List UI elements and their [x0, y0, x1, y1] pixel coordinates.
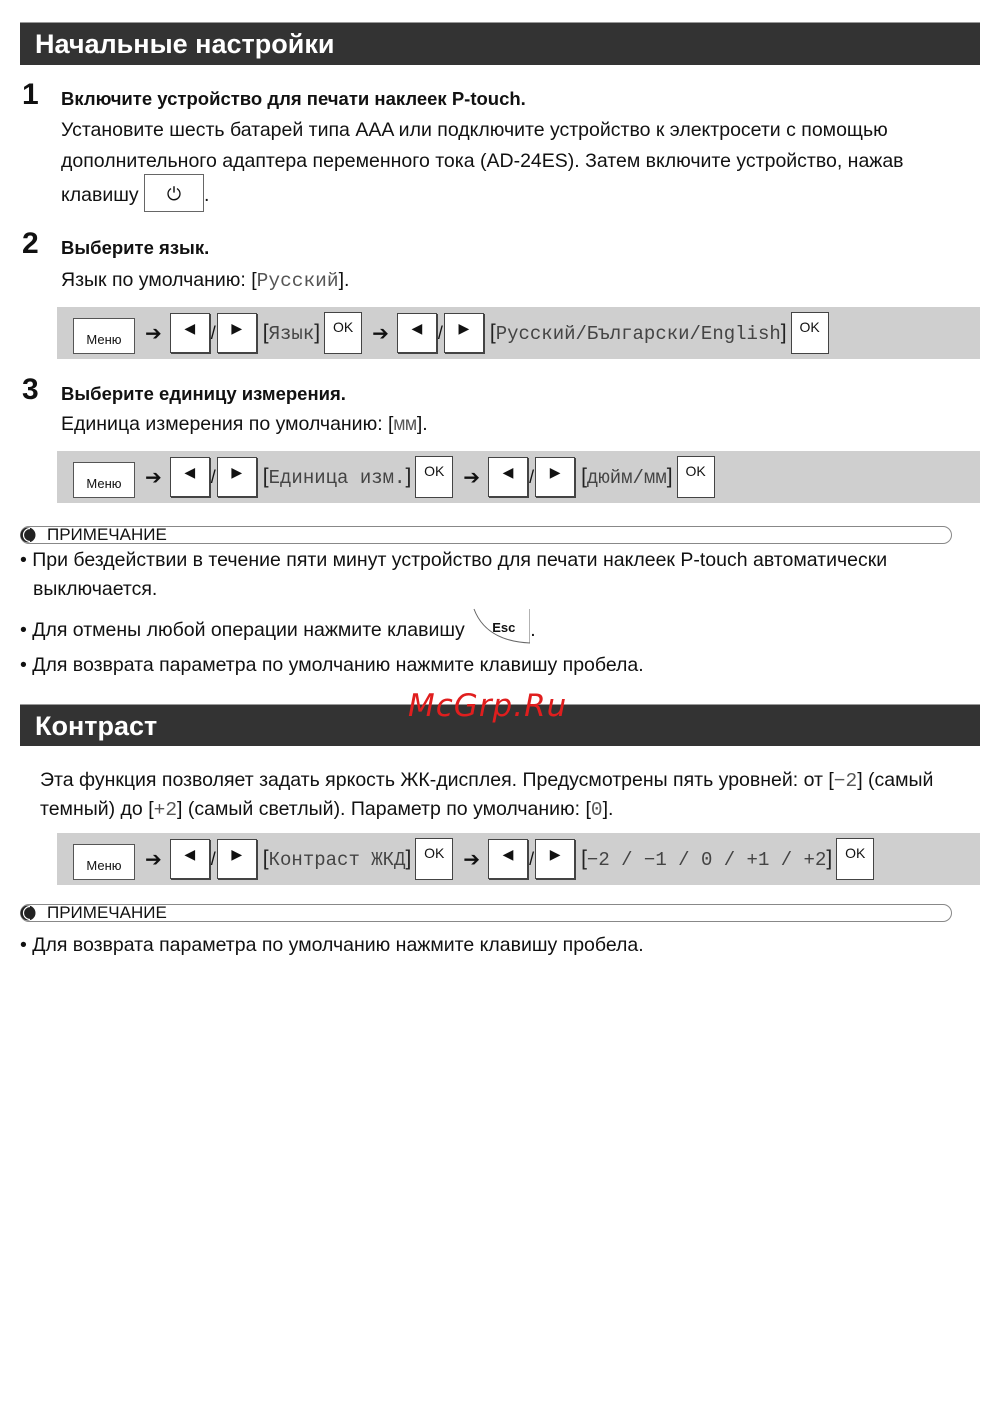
- default-language-value: Русский: [256, 270, 339, 292]
- right-key[interactable]: [444, 313, 484, 353]
- step-1-line-2: дополнительного адаптера переменного тока (AD-24ES). Затем включите устройство, нажав: [61, 150, 904, 172]
- language-key-sequence: [57, 307, 980, 359]
- contrast-description: [40, 766, 990, 824]
- ok-key[interactable]: OK: [836, 838, 874, 880]
- section-title-initial-settings: Начальные настройки: [20, 22, 980, 65]
- note-item-1: [20, 546, 960, 604]
- right-key[interactable]: [217, 457, 257, 497]
- step-2-number: 2: [22, 227, 39, 260]
- note-item-3: • Для возврата параметра по умолчанию нажмите клавишу пробела.: [20, 654, 644, 676]
- step-1-number: 1: [22, 78, 39, 111]
- unit-key-sequence: [57, 451, 980, 503]
- left-triangle-icon: ◀: [184, 320, 196, 336]
- right-triangle-icon: ▶: [231, 846, 243, 862]
- left-triangle-icon: ◀: [411, 320, 423, 336]
- period: .: [204, 184, 210, 207]
- note-header: [20, 904, 952, 922]
- step-3-title: Выберите единицу измерения.: [61, 383, 346, 404]
- note-header: [20, 526, 952, 544]
- arrow-right-icon: ➔: [145, 848, 162, 871]
- esc-key-label: Esc: [492, 620, 516, 635]
- note-label: ПРИМЕЧАНИЕ: [47, 903, 167, 922]
- left-key[interactable]: [397, 313, 437, 353]
- step-2-title: Выберите язык.: [61, 237, 210, 258]
- slash: /: [210, 322, 216, 343]
- slash: /: [210, 848, 216, 869]
- ok-key[interactable]: OK: [415, 456, 453, 498]
- arrow-right-icon: ➔: [145, 466, 162, 489]
- left-triangle-icon: ◀: [184, 846, 196, 862]
- section-title-contrast: Контраст: [20, 704, 980, 746]
- right-key[interactable]: [535, 457, 575, 497]
- arrow-right-icon: ➔: [145, 322, 162, 345]
- default-unit-value: мм: [393, 414, 417, 436]
- arrow-right-icon: ➔: [463, 466, 481, 489]
- left-key[interactable]: [170, 313, 210, 353]
- left-key[interactable]: [170, 457, 210, 497]
- step-2-default: Язык по умолчанию: [Русский].: [61, 269, 350, 292]
- left-key[interactable]: [488, 457, 528, 497]
- note-label: ПРИМЕЧАНИЕ: [47, 525, 167, 544]
- right-triangle-icon: ▶: [549, 846, 561, 862]
- note-icon: [20, 905, 36, 921]
- right-triangle-icon: ▶: [549, 464, 561, 480]
- ok-key[interactable]: OK: [324, 312, 362, 354]
- power-icon: ⏻: [166, 184, 182, 204]
- slash: /: [210, 466, 216, 487]
- ok-key[interactable]: OK: [415, 838, 453, 880]
- menu-option-contrast: [Контраст ЖКД]: [262, 847, 412, 871]
- contrast-line-1: Эта функция позволяет задать яркость ЖК-дисплея. Предусмотрены пять уровней: от [−2] (самый: [40, 769, 934, 792]
- menu-key[interactable]: Меню: [73, 844, 135, 880]
- ok-key[interactable]: OK: [677, 456, 715, 498]
- note-item-1-line-2: выключается.: [33, 578, 158, 600]
- step-1-line-3: [61, 177, 971, 215]
- right-triangle-icon: ▶: [231, 464, 243, 480]
- step-1-line-3-text: клавишу: [61, 184, 139, 207]
- right-triangle-icon: ▶: [458, 320, 470, 336]
- step-3-default: Единица измерения по умолчанию: [мм].: [61, 413, 428, 436]
- left-triangle-icon: ◀: [184, 464, 196, 480]
- language-options: [Русский/Български/English]: [489, 321, 787, 345]
- menu-key[interactable]: Меню: [73, 318, 135, 354]
- menu-option-unit: [Единица изм.]: [262, 465, 412, 489]
- note-item-2-text: • Для отмены любой операции нажмите клавишу: [20, 619, 465, 642]
- step-1-title: Включите устройство для печати наклеек P-touch.: [61, 88, 526, 109]
- step-1-line-1: Установите шесть батарей типа AAA или подключите устройство к электросети с помощью: [61, 119, 888, 141]
- watermark: McGrp.Ru: [408, 688, 568, 724]
- left-triangle-icon: ◀: [502, 464, 514, 480]
- arrow-right-icon: ➔: [372, 322, 389, 345]
- note-item-1-line-1: • При бездействии в течение пяти минут устройство для печати наклеек P-touch автоматически: [20, 549, 888, 571]
- contrast-options: [−2 / −1 / 0 / +1 / +2]: [581, 847, 833, 871]
- right-key[interactable]: [535, 839, 575, 879]
- menu-option-language: [Язык]: [262, 321, 321, 345]
- period: .: [530, 619, 536, 642]
- left-key[interactable]: [488, 839, 528, 879]
- slash: /: [437, 322, 443, 343]
- step-1-text: [61, 115, 971, 215]
- default-language-label: Язык по умолчанию:: [61, 269, 252, 291]
- right-key[interactable]: [217, 839, 257, 879]
- contrast-key-sequence: [57, 833, 980, 885]
- arrow-right-icon: ➔: [463, 848, 481, 871]
- contrast-line-2: темный) до [+2] (самый светлый). Параметр по умолчанию: [0].: [40, 798, 614, 821]
- power-key-button[interactable]: [144, 174, 204, 212]
- note-icon: [20, 527, 36, 543]
- esc-key[interactable]: [470, 607, 530, 647]
- left-triangle-icon: ◀: [502, 846, 514, 862]
- menu-key[interactable]: Меню: [73, 462, 135, 498]
- unit-options: [дюйм/мм]: [581, 465, 673, 489]
- slash: /: [529, 466, 535, 487]
- default-unit-label: Единица измерения по умолчанию:: [61, 413, 389, 435]
- slash: /: [529, 848, 535, 869]
- right-triangle-icon: ▶: [231, 320, 243, 336]
- note-item-contrast-1: • Для возврата параметра по умолчанию нажмите клавишу пробела.: [20, 934, 644, 956]
- right-key[interactable]: [217, 313, 257, 353]
- left-key[interactable]: [170, 839, 210, 879]
- note-item-2: [20, 611, 960, 651]
- ok-key[interactable]: OK: [791, 312, 829, 354]
- step-3-number: 3: [22, 373, 39, 406]
